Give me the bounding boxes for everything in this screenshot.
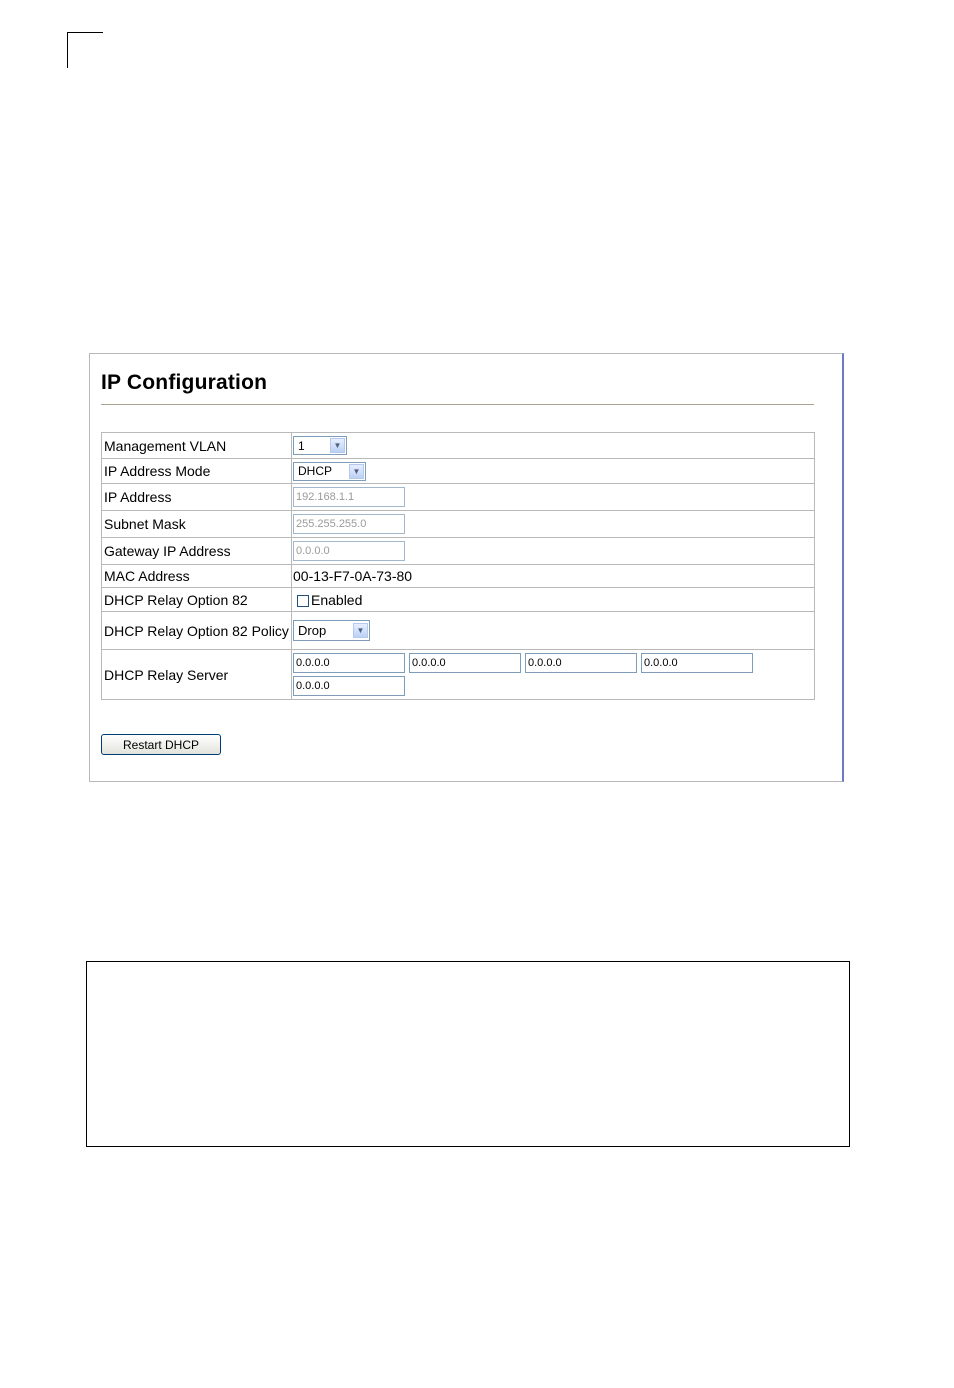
ip-address-label: IP Address	[102, 484, 292, 511]
option82-policy-label: DHCP Relay Option 82 Policy	[102, 612, 292, 650]
row-subnet-mask	[102, 511, 815, 538]
management-vlan-label: Management VLAN	[102, 433, 292, 459]
ip-address-mode-label: IP Address Mode	[102, 459, 292, 484]
title-divider	[101, 404, 814, 405]
row-option82-policy	[102, 612, 815, 650]
option82-policy-value: Drop	[298, 623, 327, 638]
mac-address-label: MAC Address	[102, 565, 292, 588]
row-mac-address	[102, 565, 815, 588]
relay-server-1-input[interactable]: 0.0.0.0	[293, 653, 405, 673]
corner-crop-mark	[67, 32, 103, 68]
ip-address-mode-select[interactable]	[293, 462, 366, 481]
option82-policy-select[interactable]	[293, 620, 370, 641]
row-relay-server	[102, 650, 815, 700]
relay-server-3-input[interactable]: 0.0.0.0	[525, 653, 637, 673]
ip-address-input[interactable]: 192.168.1.1	[293, 487, 405, 507]
relay-server-5-input[interactable]: 0.0.0.0	[293, 676, 405, 696]
option82-checkbox-label[interactable]: Enabled	[311, 591, 363, 608]
relay-server-4-input[interactable]: 0.0.0.0	[641, 653, 753, 673]
mac-address-value: 00-13-F7-0A-73-80	[292, 565, 815, 588]
note-box	[86, 961, 850, 1147]
management-vlan-value: 1	[298, 438, 305, 453]
gateway-input[interactable]: 0.0.0.0	[293, 541, 405, 561]
row-ip-address-mode	[102, 459, 815, 484]
option82-checkbox[interactable]	[297, 595, 309, 607]
restart-dhcp-button[interactable]: Restart DHCP	[101, 734, 221, 755]
gateway-label: Gateway IP Address	[102, 538, 292, 565]
ip-address-mode-value: DHCP	[298, 464, 333, 478]
chevron-down-icon[interactable]: ▼	[353, 623, 368, 638]
ip-config-table	[101, 432, 815, 700]
row-gateway	[102, 538, 815, 565]
subnet-mask-label: Subnet Mask	[102, 511, 292, 538]
relay-server-2-input[interactable]: 0.0.0.0	[409, 653, 521, 673]
management-vlan-select[interactable]	[293, 436, 347, 455]
subnet-mask-input[interactable]: 255.255.255.0	[293, 514, 405, 534]
row-option82	[102, 588, 815, 612]
row-management-vlan	[102, 433, 815, 459]
chevron-down-icon[interactable]: ▼	[330, 438, 345, 453]
ip-configuration-panel	[89, 353, 844, 782]
chevron-down-icon[interactable]: ▼	[349, 464, 364, 479]
row-ip-address	[102, 484, 815, 511]
page-title: IP Configuration	[101, 371, 268, 394]
option82-label: DHCP Relay Option 82	[102, 588, 292, 612]
relay-server-label: DHCP Relay Server	[102, 650, 292, 700]
relay-server-inputs	[293, 653, 812, 673]
